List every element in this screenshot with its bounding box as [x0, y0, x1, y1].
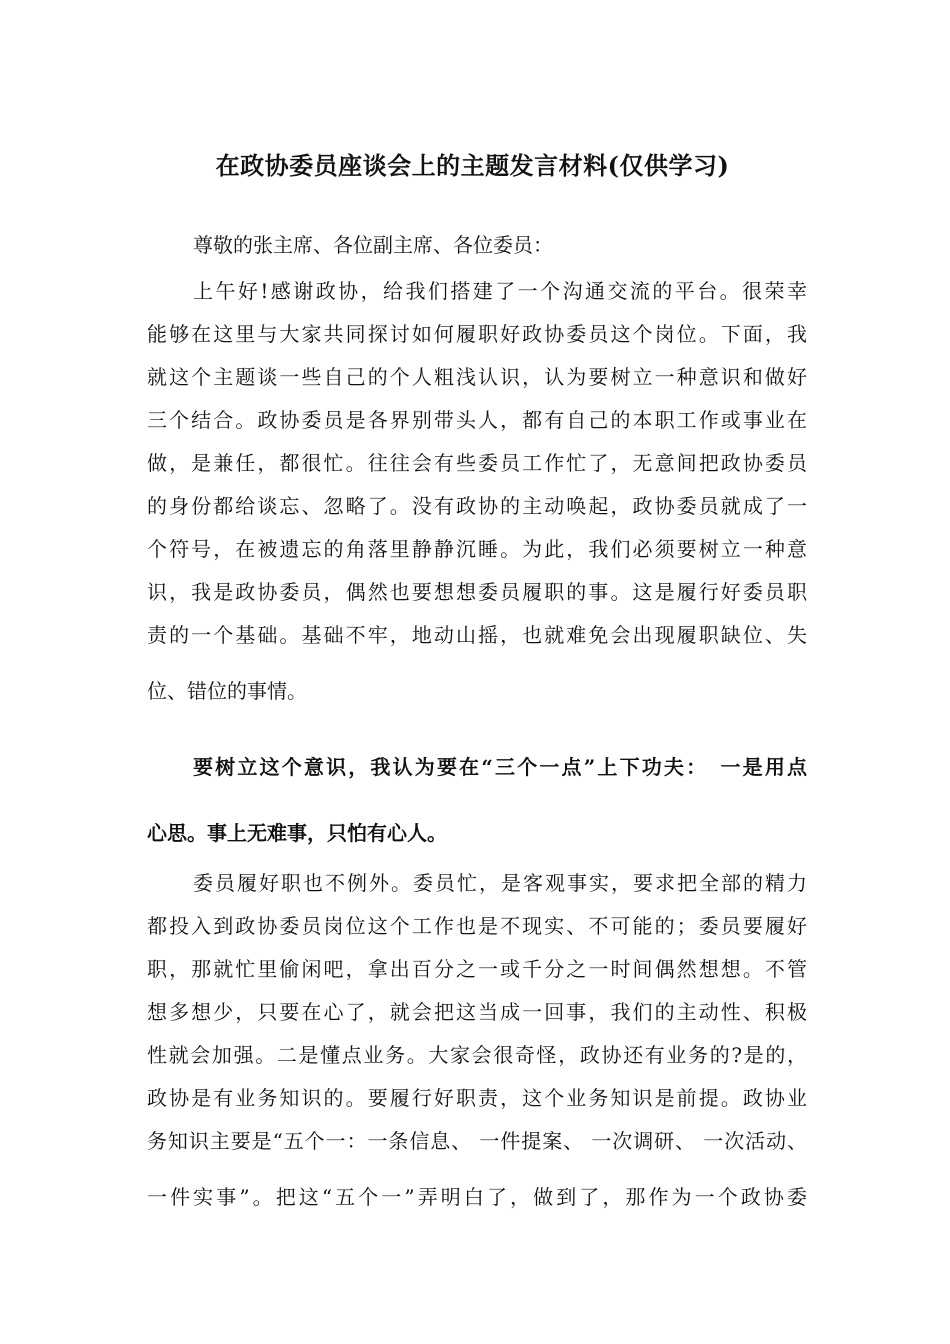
bold-heading-line: 要树立这个意识，我认为要在“三个一点”上下功夫： 一是用点: [193, 755, 807, 779]
salutation-line: 尊敬的张主席、各位副主席、各位委员：: [193, 233, 553, 257]
paragraph-line: 就这个主题谈一些自己的个人粗浅认识，认为要树立一种意识和做好: [147, 365, 807, 389]
document-title: 在政协委员座谈会上的主题发言材料(仅供学习): [215, 151, 730, 180]
bold-heading-line: 心思。事上无难事，只怕有心人。: [147, 821, 447, 845]
paragraph-line: 上午好!感谢政协，给我们搭建了一个沟通交流的平台。很荣幸: [193, 279, 807, 303]
paragraph-line: 能够在这里与大家共同探讨如何履职好政协委员这个岗位。下面，我: [147, 322, 807, 346]
paragraph-line: 委员履好职也不例外。委员忙，是客观事实，要求把全部的精力: [193, 871, 807, 895]
paragraph-line: 三个结合。政协委员是各界别带头人，都有自己的本职工作或事业在: [147, 408, 807, 432]
paragraph-line: 想多想少，只要在心了，就会把这当成一回事，我们的主动性、积极: [147, 1000, 807, 1024]
paragraph-line: 政协是有业务知识的。要履行好职责，这个业务知识是前提。政协业: [147, 1086, 807, 1110]
paragraph-line: 责的一个基础。基础不牢，地动山摇，也就难免会出现履职缺位、失: [147, 623, 807, 647]
paragraph-line: 性就会加强。二是懂点业务。大家会很奇怪，政协还有业务的?是的，: [147, 1043, 807, 1067]
paragraph-line: 识，我是政协委员，偶然也要想想委员履职的事。这是履行好委员职: [147, 580, 807, 604]
paragraph-line: 务知识主要是“五个一：一条信息、 一件提案、 一次调研、 一次活动、: [147, 1129, 807, 1153]
paragraph-line: 一件实事”。把这“五个一”弄明白了，做到了，那作为一个政协委: [147, 1185, 807, 1209]
paragraph-line: 的身份都给谈忘、忽略了。没有政协的主动唤起，政协委员就成了一: [147, 494, 807, 518]
paragraph-line: 位、错位的事情。: [147, 679, 307, 703]
paragraph-line: 做，是兼任，都很忙。往往会有些委员工作忙了，无意间把政协委员: [147, 451, 807, 475]
paragraph-line: 都投入到政协委员岗位这个工作也是不现实、不可能的；委员要履好: [147, 914, 807, 938]
paragraph-line: 个符号，在被遗忘的角落里静静沉睡。为此，我们必须要树立一种意: [147, 537, 807, 561]
paragraph-line: 职，那就忙里偷闲吧，拿出百分之一或千分之一时间偶然想想。不管: [147, 957, 807, 981]
